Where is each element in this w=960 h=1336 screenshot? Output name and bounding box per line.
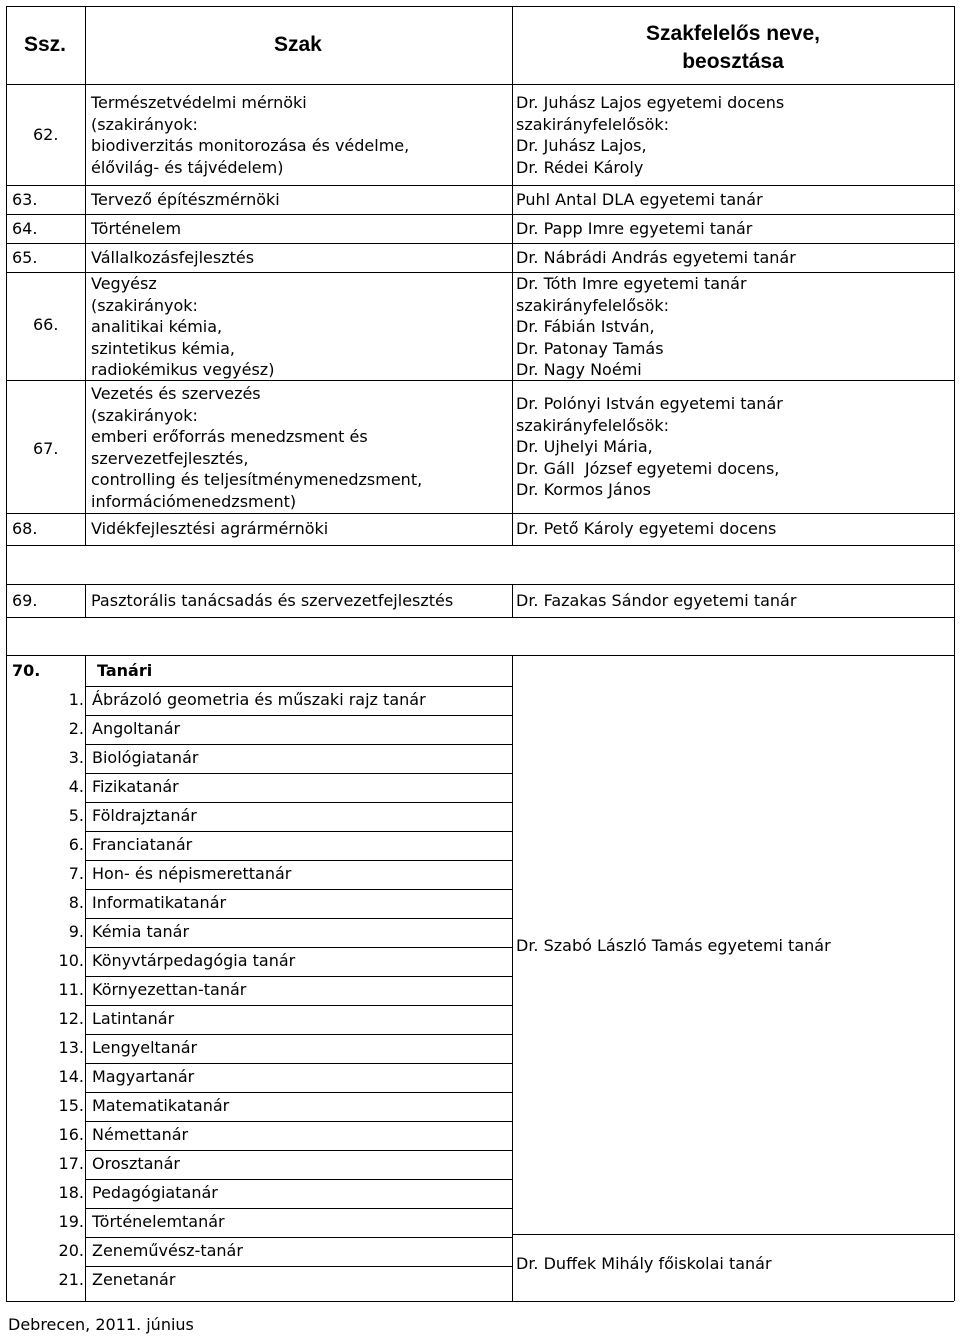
row-responsible: Puhl Antal DLA egyetemi tanár <box>516 190 763 209</box>
grid-line <box>85 1266 512 1267</box>
row-major: Pasztorális tanácsadás és szervezetfejlesztés <box>91 591 454 610</box>
row-responsible: Dr. Papp Imre egyetemi tanár <box>516 219 753 238</box>
row-number: 62. <box>33 125 59 144</box>
teacher-item-label: Könyvtárpedagógia tanár <box>92 951 296 970</box>
row-number: 64. <box>12 219 38 238</box>
row-responsible: Dr. Pető Károly egyetemi docens <box>516 519 777 538</box>
grid-line <box>85 513 86 545</box>
teacher-item-number: 4. <box>68 777 84 796</box>
row-responsible: Dr. Juhász Lajos egyetemi docens szakirányfelelősök: Dr. Juhász Lajos, Dr. Rédei Károly <box>516 93 785 177</box>
grid-line <box>6 6 954 7</box>
grid-line <box>85 918 512 919</box>
row-number: 68. <box>12 519 38 538</box>
grid-line <box>85 1005 512 1006</box>
teacher-item-number: 21. <box>58 1270 84 1289</box>
grid-line <box>6 185 954 186</box>
row-major: Vidékfejlesztési agrármérnöki <box>91 519 329 538</box>
teacher-item-number: 2. <box>68 719 84 738</box>
grid-line <box>85 1063 512 1064</box>
teacher-responsible-main: Dr. Szabó László Tamás egyetemi tanár <box>516 936 831 955</box>
grid-line <box>85 715 512 716</box>
teacher-item-number: 1. <box>68 690 84 709</box>
grid-line <box>85 1208 512 1209</box>
grid-line <box>6 545 954 546</box>
row-responsible: Dr. Polónyi István egyetemi tanár szakirányfelelősök: Dr. Ujhelyi Mária, Dr. Gáll József egyetemi docens, Dr. Kormos János <box>516 394 783 499</box>
row-responsible: Dr. Nábrádi András egyetemi tanár <box>516 248 796 267</box>
row-number: 63. <box>12 190 38 209</box>
teacher-item-number: 5. <box>68 806 84 825</box>
grid-line <box>6 1301 954 1302</box>
teacher-item-label: Ábrázoló geometria és műszaki rajz tanár <box>92 690 426 709</box>
teacher-item-label: Magyartanár <box>92 1067 195 1086</box>
grid-line <box>85 6 86 513</box>
grid-line <box>85 773 512 774</box>
row-major: Vezetés és szervezés (szakirányok: emberi erőforrás menedzsment és szervezetfejlesztés, controlling és teljesítménymenedzsment, információmenedzsment) <box>91 384 423 511</box>
teacher-item-label: Franciatanár <box>92 835 193 854</box>
teacher-item-number: 10. <box>58 951 84 970</box>
teacher-item-number: 7. <box>68 864 84 883</box>
teacher-item-number: 6. <box>68 835 84 854</box>
grid-line <box>85 889 512 890</box>
row-major: Természetvédelmi mérnöki (szakirányok: biodiverzitás monitorozása és védelme, élővilág- és tájvédelem) <box>91 93 410 177</box>
grid-line <box>512 513 513 545</box>
teacher-item-label: Zenetanár <box>92 1270 176 1289</box>
grid-line <box>85 744 512 745</box>
teacher-item-label: Matematikatanár <box>92 1096 230 1115</box>
row-number: 69. <box>12 591 38 610</box>
grid-line <box>6 243 954 244</box>
grid-line <box>6 617 954 618</box>
grid-line <box>85 584 86 617</box>
teacher-item-label: Lengyeltanár <box>92 1038 198 1057</box>
grid-line <box>954 6 955 1301</box>
teacher-item-number: 15. <box>58 1096 84 1115</box>
grid-line <box>512 655 513 1301</box>
teacher-item-label: Informatikatanár <box>92 893 227 912</box>
grid-line <box>6 214 954 215</box>
teacher-item-label: Latintanár <box>92 1009 175 1028</box>
teacher-item-number: 12. <box>58 1009 84 1028</box>
teacher-title: Tanári <box>97 661 153 680</box>
teacher-item-number: 18. <box>58 1183 84 1202</box>
teacher-item-label: Orosztanár <box>92 1154 180 1173</box>
row-major: Vegyész (szakirányok: analitikai kémia, szintetikus kémia, radiokémikus vegyész) <box>91 274 275 379</box>
teacher-item-label: Kémia tanár <box>92 922 190 941</box>
grid-line <box>512 584 513 617</box>
teacher-item-number: 20. <box>58 1241 84 1260</box>
header-col-major: Szak <box>274 33 322 56</box>
grid-line <box>512 6 513 513</box>
grid-line <box>85 860 512 861</box>
teacher-item-label: Zeneművész-tanár <box>92 1241 243 1260</box>
teacher-item-label: Pedagógiatanár <box>92 1183 218 1202</box>
grid-line <box>6 513 954 514</box>
teacher-item-label: Földrajztanár <box>92 806 197 825</box>
grid-line <box>85 1121 512 1122</box>
grid-line <box>85 655 86 1301</box>
teacher-item-number: 8. <box>68 893 84 912</box>
grid-line <box>6 6 7 1301</box>
teacher-item-label: Némettanár <box>92 1125 189 1144</box>
teacher-item-number: 13. <box>58 1038 84 1057</box>
teacher-item-label: Környezettan-tanár <box>92 980 247 999</box>
teacher-item-number: 14. <box>58 1067 84 1086</box>
grid-line <box>85 1150 512 1151</box>
grid-line <box>6 84 954 85</box>
teacher-item-label: Történelemtanár <box>92 1212 225 1231</box>
teacher-item-label: Hon- és népismerettanár <box>92 864 292 883</box>
row-number: 70. <box>12 661 41 680</box>
row-number: 67. <box>33 439 59 458</box>
grid-line <box>85 1179 512 1180</box>
grid-line <box>6 655 954 656</box>
grid-line <box>85 1092 512 1093</box>
teacher-item-number: 11. <box>58 980 84 999</box>
row-responsible: Dr. Fazakas Sándor egyetemi tanár <box>516 591 797 610</box>
row-major: Vállalkozásfejlesztés <box>91 248 255 267</box>
header-col-responsible <box>512 20 954 76</box>
row-major: Tervező építészmérnöki <box>91 190 280 209</box>
teacher-item-label: Fizikatanár <box>92 777 179 796</box>
grid-line <box>6 584 954 585</box>
row-number: 66. <box>33 315 59 334</box>
grid-line <box>85 1034 512 1035</box>
row-responsible: Dr. Tóth Imre egyetemi tanár szakirányfelelősök: Dr. Fábián István, Dr. Patonay Tamás Dr. Nagy Noémi <box>516 274 747 379</box>
footer-place-date: Debrecen, 2011. június <box>8 1315 194 1334</box>
row-major: Történelem <box>91 219 182 238</box>
teacher-item-number: 9. <box>68 922 84 941</box>
grid-line <box>512 1234 954 1235</box>
teacher-item-number: 16. <box>58 1125 84 1144</box>
teacher-responsible-music: Dr. Duffek Mihály főiskolai tanár <box>516 1254 772 1273</box>
row-number: 65. <box>12 248 38 267</box>
header-col-responsible-line1: Szakfelelős neve, <box>646 22 820 45</box>
teacher-item-number: 19. <box>58 1212 84 1231</box>
grid-line <box>85 686 512 687</box>
teacher-item-number: 17. <box>58 1154 84 1173</box>
grid-line <box>85 1237 512 1238</box>
teacher-item-label: Angoltanár <box>92 719 181 738</box>
header-col-responsible-line2: beosztása <box>682 50 784 73</box>
grid-line <box>85 947 512 948</box>
grid-line <box>85 976 512 977</box>
header-col-num: Ssz. <box>24 33 67 56</box>
teacher-item-number: 3. <box>68 748 84 767</box>
teacher-item-label: Biológiatanár <box>92 748 199 767</box>
grid-line <box>85 831 512 832</box>
grid-line <box>85 802 512 803</box>
